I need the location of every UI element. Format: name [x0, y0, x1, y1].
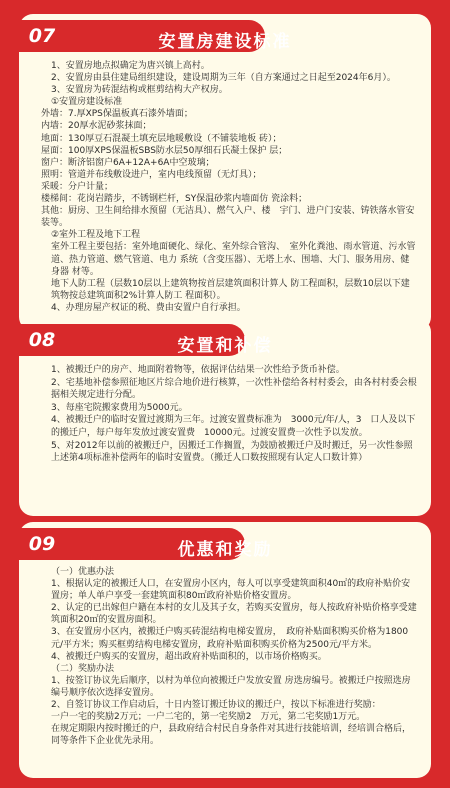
text-line: 一户一宅的奖励2万元；一户二宅的，第一宅奖励2 万元，第二宅奖励1万元。 [51, 712, 366, 723]
text-line: 3、在安置房小区内，被搬迁户购买砖混结构电梯安置房， 政府补贴面积购买价格为1800元/平方米；购买框剪结构电梯安置房，政府补贴面积购买价格为2500元/平方米。 [51, 627, 409, 650]
text-line: （一）优惠办法 [51, 567, 115, 577]
text-line: 1、按签订协议先后顺序，以村为单位向被搬迁户发放安置 房选房编号。被搬迁户按照选房编号顺序依次选择安置房。 [51, 675, 411, 698]
section-08-panel [19, 318, 431, 516]
text-line: 2、宅基地补偿参照征地区片综合地价进行核算，一次性补偿给各村村委会，由各村村委会根据相关规定进行分配。 [51, 377, 417, 401]
section-09-body [41, 566, 417, 747]
section-07-number: 07 [19, 20, 65, 52]
text-line: 地下人防工程（层数10层以上建筑物按首层建筑面积计算人 防工程面积，层数10层以下建筑物按总建筑面积2%计算人防工 程面积）。 [51, 278, 410, 301]
text-line: 内墙：20厚水泥砂浆抹面； [41, 121, 152, 132]
section-09-number: 09 [19, 528, 65, 560]
text-line: 外墙：7.厚XPS保温板真石漆外墙面； [41, 109, 193, 120]
section-09-panel [19, 522, 431, 778]
section-08-title: 安置和补偿 [177, 335, 273, 356]
section-08-header [19, 318, 431, 356]
text-line: 4、被搬迁户购买的安置房，超出政府补贴面积的，以市场价格购买。 [51, 651, 327, 662]
text-line: 照明：管道并布线敷设进户，室内电线预留（无灯具）； [41, 169, 262, 180]
section-08-number: 08 [19, 324, 65, 356]
text-line: 地面：130厚豆石混凝土填充层地暖敷设（不铺装地板 砖）； [41, 133, 282, 144]
text-line: 4、被搬迁户的临时安置过渡期为三年。过渡安置费标准为 3000元/年/人，3 口人及以下的搬迁户，每户每年发放过渡安置费 10000元。过渡安置费一次性予以发放。 [51, 415, 416, 438]
text-line: 1、根据认定的被搬迁人口，在安置房小区内，每人可以享受建筑面积40㎡的政府补贴价安置房；单人单户享受一套建筑面积80㎡政府补贴价格安置房。 [51, 579, 411, 602]
text-line: 采暖：分户计量； [41, 181, 114, 192]
text-line: 2、安置房由县住建局组织建设，建设周期为三年（自方案通过之日起至2024年6月）。 [51, 73, 396, 84]
text-line: 3、安置房为砖混结构或框剪结构大产权房。 [51, 85, 228, 96]
section-07-header [19, 14, 431, 52]
text-line: （二）奖励办法 [51, 663, 115, 674]
text-line: 1、被搬迁户的房产、地面附着物等，依据评估结果一次性给予货币补偿。 [51, 365, 345, 375]
text-line: 2、认定的已出嫁但户籍在本村的女儿及其子女，若购买安置房，每人按政府补贴价格享受建筑面积20㎡的安置房面积。 [51, 603, 417, 626]
text-line: 楼梯间：花岗岩踏步，不锈钢栏杆，SY保温砂浆内墙面仿 瓷涂料； [41, 194, 308, 205]
text-line: 其他：厨房、卫生间给排水预留（无洁具）、燃气入户、楼 宇门、进户门安装、铸铁落水管安装等。 [41, 206, 415, 229]
text-line: ①安置房建设标准 [51, 97, 123, 108]
section-09-header [19, 522, 431, 560]
text-line: ②室外工程及地下工程 [51, 230, 141, 241]
text-line: 5、对2012年以前的被搬迁户，因搬迁工作搁置，为鼓励被搬迁户及时搬迁，另一次性参照上述第4项标准补偿两年的临时安置费。（搬迁人口数按照现有认定人口数计算） [51, 440, 413, 464]
section-08-body [41, 364, 417, 465]
text-line: 3、每座宅院搬家费用为5000元。 [51, 402, 188, 413]
text-line: 4、办理房屋产权证的税、费由安置户自行承担。 [51, 302, 246, 313]
section-07-body [41, 60, 417, 314]
text-line: 窗户：断济铝窗户6A+12A+6A中空玻璃； [41, 157, 215, 168]
text-line: 1、安置房地点拟确定为唐兴镇上高村。 [51, 61, 210, 71]
text-line: 屋面：100厚XPS保温板SBS防水层50厚细石氏凝土保护 层； [41, 145, 288, 156]
section-07-panel [19, 14, 431, 331]
text-line: 室外工程主要包括：室外地面硬化、绿化、室外综合管沟、 室外化粪池、雨水管道、污水管道、热力管道、燃气管道、电力 系统（含变压器）、无塔上水、围墙、大门、服务用房、健身器 材等。 [51, 242, 416, 277]
section-09-title: 优惠和奖励 [177, 539, 273, 560]
text-line: 在规定期限内按时搬迁的户，县政府结合村民自身条件对其进行技能培训，经培训合格后，同等条件下企业优先录用。 [51, 724, 412, 747]
section-07-title: 安置房建设标准 [158, 31, 292, 52]
text-line: 2、自签订协议工作启动后，十日内签订搬迁协议的搬迁户，按以下标准进行奖励： [51, 700, 381, 711]
